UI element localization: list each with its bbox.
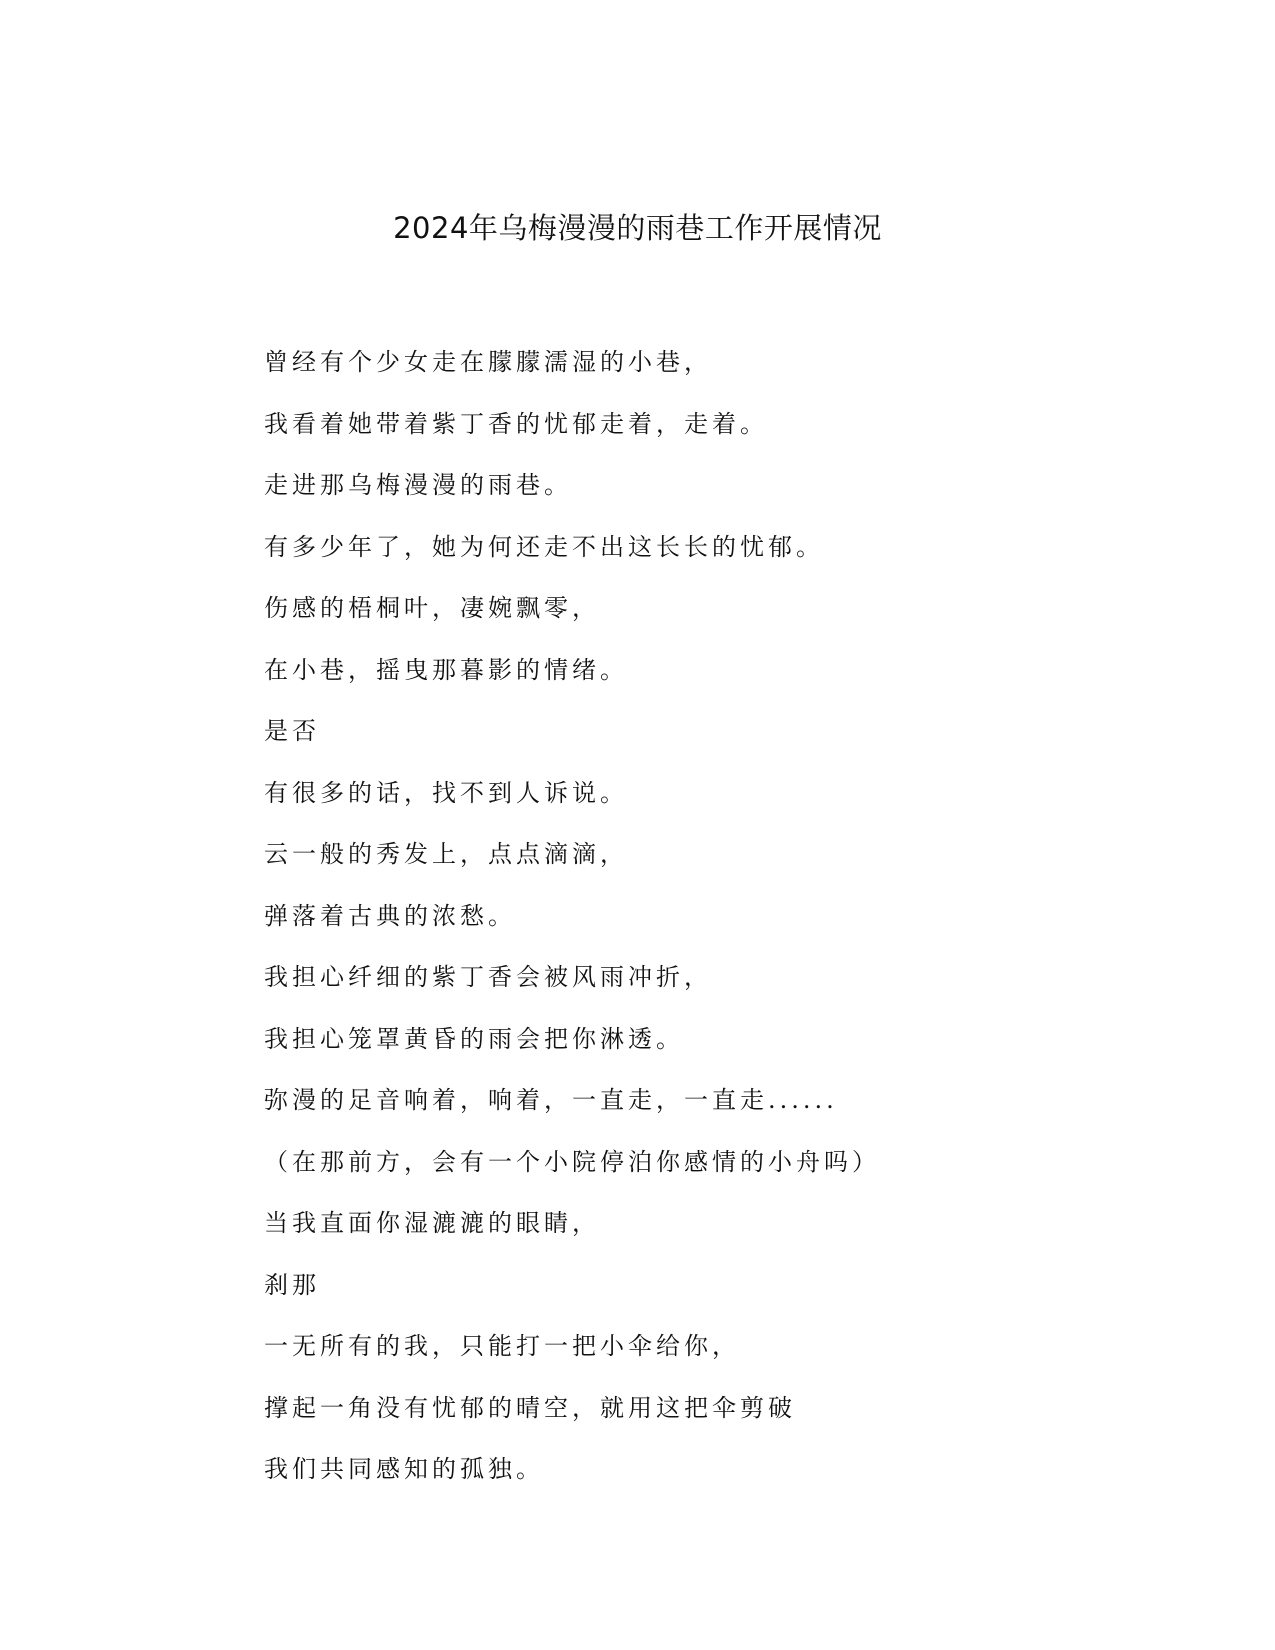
poem-line: 云一般的秀发上，点点滴滴， bbox=[264, 840, 628, 868]
poem-line: 有多少年了，她为何还走不出这长长的忧郁。 bbox=[264, 532, 824, 561]
document-title: 2024年乌梅漫漫的雨巷工作开展情况 bbox=[393, 211, 882, 245]
poem-line: 走进那乌梅漫漫的雨巷。 bbox=[264, 471, 572, 499]
poem-line: 伤感的梧桐叶，凄婉飘零， bbox=[264, 594, 600, 622]
poem-line: 我们共同感知的孤独。 bbox=[264, 1455, 544, 1483]
poem-line: 在小巷，摇曳那暮影的情绪。 bbox=[264, 655, 628, 684]
poem-line: 一无所有的我，只能打一把小伞给你， bbox=[264, 1332, 740, 1360]
poem-line: 刹那 bbox=[264, 1270, 320, 1299]
poem-line: 我看着她带着紫丁香的忧郁走着，走着。 bbox=[264, 409, 768, 438]
poem-line: （在那前方，会有一个小院停泊你感情的小舟吗） bbox=[264, 1147, 880, 1176]
poem-line: 是否 bbox=[264, 717, 320, 745]
poem-line: 弥漫的足音响着，响着，一直走，一直走...... bbox=[264, 1086, 838, 1114]
poem-body bbox=[264, 332, 1224, 1501]
poem-line: 有很多的话，找不到人诉说。 bbox=[264, 778, 628, 807]
poem-line: 撑起一角没有忧郁的晴空，就用这把伞剪破 bbox=[264, 1393, 796, 1422]
poem-line: 我担心笼罩黄昏的雨会把你淋透。 bbox=[264, 1024, 684, 1053]
poem-line: 我担心纤细的紫丁香会被风雨冲折， bbox=[264, 963, 712, 991]
poem-line: 弹落着古典的浓愁。 bbox=[264, 901, 516, 930]
poem-line: 曾经有个少女走在朦朦濡湿的小巷， bbox=[264, 348, 712, 376]
poem-line: 当我直面你湿漉漉的眼睛， bbox=[264, 1209, 600, 1237]
